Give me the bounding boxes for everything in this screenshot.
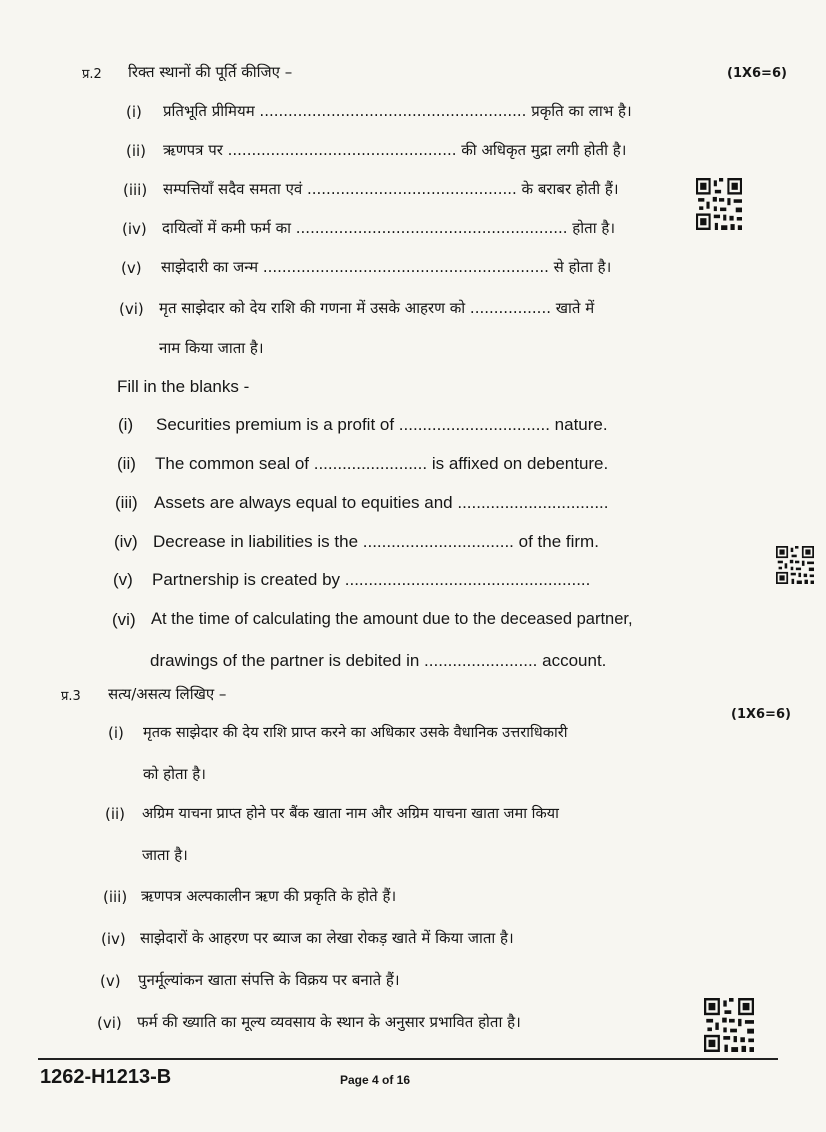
q3-item-text: पुनर्मूल्यांकन खाता संपत्ति के विक्रय पर बनाते हैं। — [138, 971, 400, 989]
q2-english-text: Decrease in liabilities is the ................................ of the firm. — [153, 532, 599, 551]
q2-hindi-text-continued: नाम किया जाता है। — [159, 339, 264, 357]
q3-number-item: (i) — [108, 724, 124, 742]
q2-hindi-number: (v) — [121, 259, 142, 277]
q3-number-item: (v) — [100, 972, 121, 990]
q2-hindi-text: साझेदारी का जन्म ............................................................ से होता है। — [161, 258, 612, 276]
q3-item-text: अग्रिम याचना प्राप्त होने पर बैंक खाता नाम और अग्रिम याचना खाता जमा किया — [142, 805, 559, 822]
q3-number-item: (vi) — [97, 1014, 122, 1032]
paper-code: 1262-H1213-B — [40, 1066, 172, 1088]
q3-item-text: मृतक साझेदार की देय राशि प्राप्त करने का अधिकार उसके वैधानिक उत्तराधिकारी — [143, 724, 568, 741]
q2-hindi-number: (i) — [126, 103, 142, 121]
q3-number-item: (iv) — [101, 930, 126, 948]
q2-english-number: (i) — [118, 415, 134, 434]
q2-english-text: Assets are always equal to equities and ................................ — [154, 493, 609, 512]
q3-number: प्र.3 — [61, 689, 81, 704]
q3-item-text: फर्म की ख्याति का मूल्य व्यवसाय के स्थान के अनुसार प्रभावित होता है। — [137, 1013, 521, 1031]
q2-english-text: The common seal of ........................ is affixed on debenture. — [155, 454, 609, 473]
q2-hindi-number: (ii) — [126, 142, 147, 160]
q2-marks: (1X6=6) — [727, 66, 787, 81]
footer-divider — [38, 1058, 778, 1060]
q3-item-text: साझेदारों के आहरण पर ब्याज का लेखा रोकड़ खाते में किया जाता है। — [140, 929, 514, 947]
q2-english-number: (iii) — [115, 493, 138, 512]
qr-code-icon — [696, 178, 742, 230]
q2-hindi-text: प्रतिभूति प्रीमियम ........................................................ प्रकृति का लाभ है। — [163, 102, 632, 120]
q2-english-number: (iv) — [114, 532, 138, 551]
qr-code-icon — [704, 998, 754, 1052]
qr-code-icon — [776, 546, 814, 584]
q2-hindi-number: (iv) — [122, 220, 147, 238]
q2-english-text-continued: drawings of the partner is debited in ........................ account. — [150, 651, 607, 670]
q2-english-text: At the time of calculating the amount due to the deceased partner, — [151, 610, 633, 628]
q2-hindi-text: सम्पत्तियाँ सदैव समता एवं ............................................ के बराबर होती हैं। — [163, 180, 619, 198]
q2-english-number: (vi) — [112, 610, 136, 629]
q2-hindi-number: (vi) — [119, 300, 144, 318]
q2-hindi-text: मृत साझेदार को देय राशि की गणना में उसके आहरण को ................. खाते में — [159, 299, 595, 317]
q3-item-text-continued: को होता है। — [143, 765, 206, 783]
q3-item-text-continued: जाता है। — [142, 846, 188, 864]
fill-in-blanks-heading: Fill in the blanks - — [117, 377, 250, 396]
q3-item-text: ऋणपत्र अल्पकालीन ऋण की प्रकृति के होते हैं। — [141, 887, 397, 905]
q3-marks: (1X6=6) — [731, 707, 791, 722]
q2-english-text: Securities premium is a profit of ................................ nature. — [156, 415, 608, 434]
q2-hindi-text: दायित्वों में कमी फर्म का ......................................................... होता है। — [162, 219, 616, 237]
q3-title: सत्य/असत्य लिखिए – — [108, 685, 227, 703]
q2-hindi-number: (iii) — [123, 181, 148, 199]
q2-title: रिक्त स्थानों की पूर्ति कीजिए – — [128, 63, 293, 81]
q3-number-item: (ii) — [105, 805, 126, 823]
page-number: Page 4 of 16 — [340, 1073, 411, 1087]
q3-number-item: (iii) — [103, 888, 128, 906]
q2-english-text: Partnership is created by .................................................... — [152, 570, 591, 589]
q2-english-number: (ii) — [117, 454, 136, 473]
q2-number: प्र.2 — [82, 67, 102, 82]
q2-english-number: (v) — [113, 570, 133, 589]
q2-hindi-text: ऋणपत्र पर ................................................ की अधिकृत मुद्रा लगी होती है। — [163, 141, 627, 159]
